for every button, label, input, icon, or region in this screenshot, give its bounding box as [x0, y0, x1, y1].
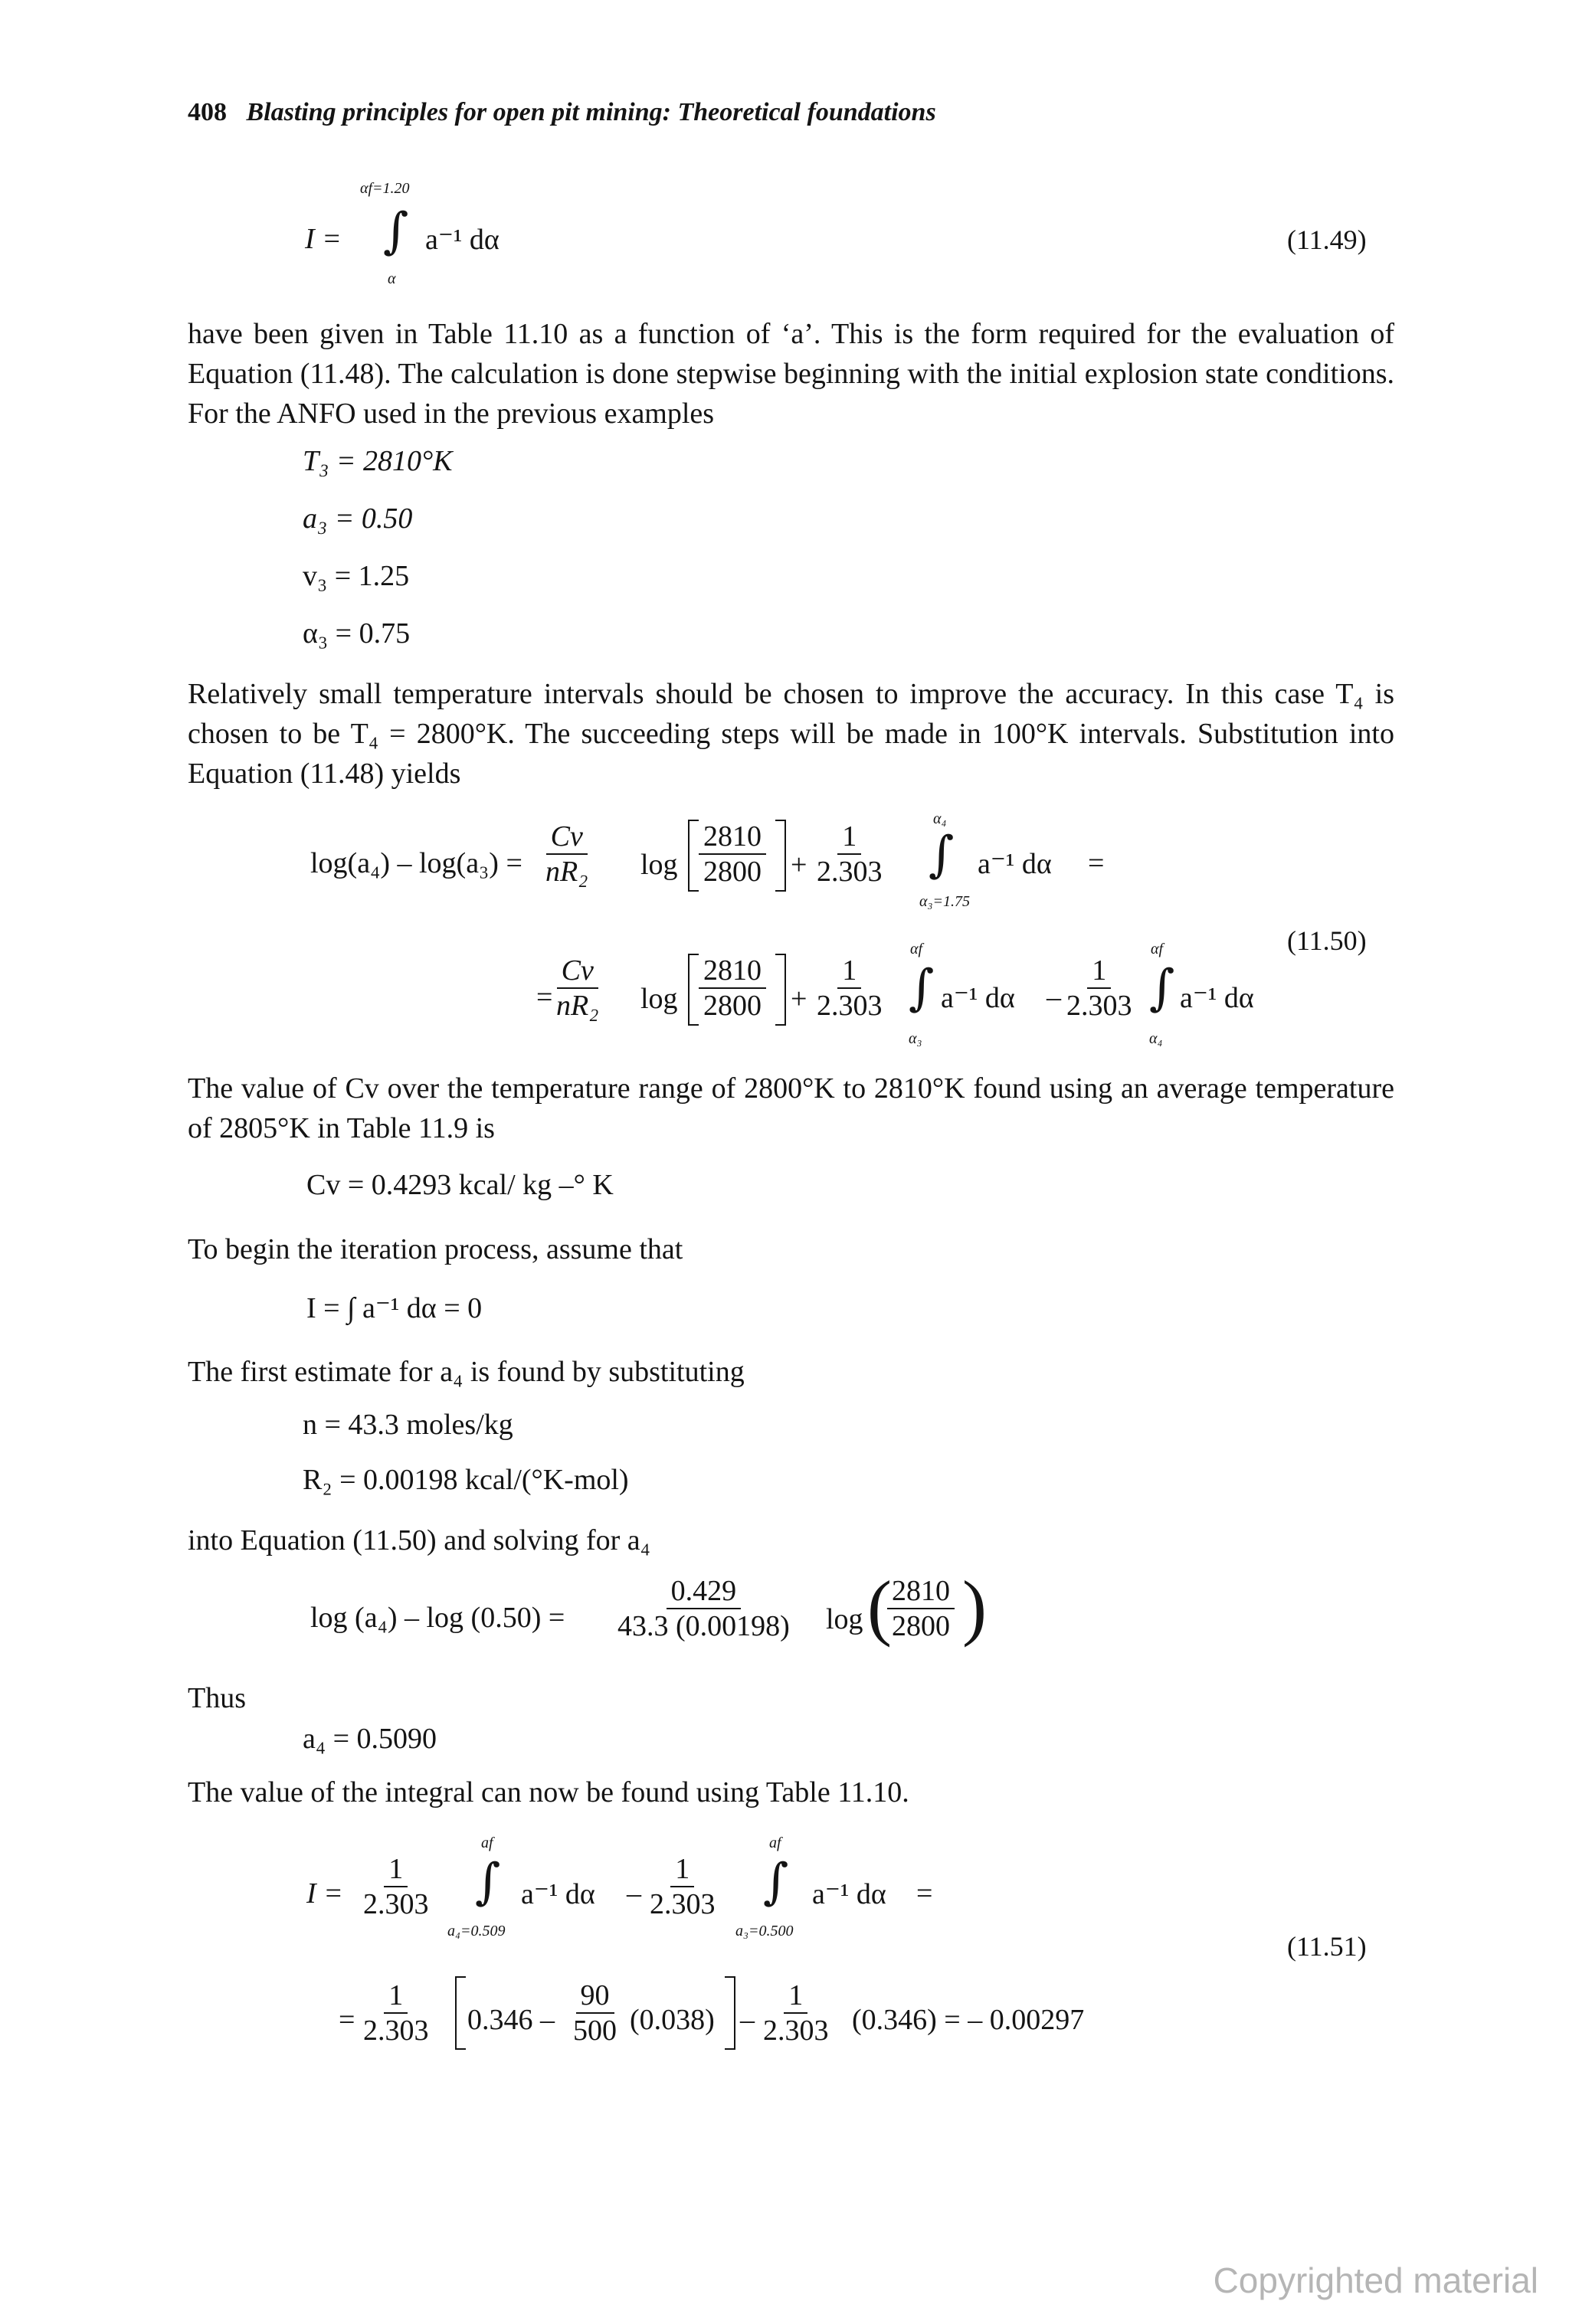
page-number: 408	[188, 98, 227, 126]
equation-number: (11.51)	[1287, 1931, 1367, 1962]
eq-lhs: log(a₄) – log(a₃) =	[310, 847, 522, 879]
running-header	[188, 98, 936, 127]
integrand: a⁻¹ dα	[812, 1878, 886, 1910]
denominator: 2800	[703, 990, 762, 1022]
value-n: n = 43.3 moles/kg	[303, 1409, 513, 1441]
equals-sign: =	[339, 2004, 355, 2036]
denominator: 2.303	[763, 2015, 829, 2047]
fraction-cv-nr2	[552, 954, 603, 1023]
numerator: 90	[576, 1979, 614, 2014]
fraction-temperature	[699, 954, 766, 1023]
numerator: 1	[837, 820, 861, 855]
right-bracket	[775, 954, 786, 1026]
value-a3: a₃ = 0.50	[303, 502, 413, 535]
denominator: 2.303	[817, 856, 883, 888]
left-bracket	[688, 820, 699, 892]
integral-lower-limit: α₄	[1149, 1030, 1163, 1047]
numerator: 2810	[699, 954, 766, 989]
fraction-temperature	[887, 1574, 955, 1643]
result-a4: a₄ = 0.5090	[303, 1723, 437, 1755]
numerator: Cv	[557, 954, 598, 989]
minus-sign: –	[1047, 981, 1061, 1013]
paragraph: The first estimate for a₄ is found by substituting	[188, 1356, 745, 1388]
value-t3: T₃ = 2810°K	[303, 445, 453, 477]
denominator: 500	[573, 2015, 617, 2047]
numerator: 2810	[699, 820, 766, 855]
left-bracket	[455, 1976, 466, 2050]
numerator: 1	[670, 1852, 694, 1887]
value-v3: v₃ = 1.25	[303, 560, 410, 592]
paragraph: To begin the iteration process, assume that	[188, 1233, 683, 1265]
numerator: 1	[784, 1979, 807, 2014]
denominator: 2.303	[363, 1888, 429, 1920]
integral-sign: ∫	[475, 1854, 501, 1910]
log-label: log	[640, 983, 678, 1015]
integral-sign: ∫	[909, 960, 935, 1016]
value-r2: R₂ = 0.00198 kcal/(°K-mol)	[303, 1464, 629, 1496]
paragraph: have been given in Table 11.10 as a function of ‘a’. This is the form required for the evaluation of Equation (11.48). The calculation is done stepwise beginning with the initial explosion state conditions. For the ANFO used in the previous examples	[188, 318, 1394, 430]
fraction-one-over-ln10	[758, 1979, 834, 2047]
paragraph: into Equation (11.50) and solving for a₄	[188, 1524, 650, 1556]
denominator: nR₂	[545, 856, 588, 888]
integrand: a⁻¹ dα	[978, 848, 1052, 880]
assumption-equation: I = ∫ a⁻¹ dα = 0	[306, 1292, 483, 1324]
minus-sign: –	[627, 1877, 641, 1910]
cv-value: Cv = 0.4293 kcal/ kg –° K	[306, 1169, 614, 1201]
copyright-watermark: Copyrighted material	[1213, 2260, 1538, 2300]
fraction-one-over-ln10	[359, 1979, 434, 2047]
numerator: Cv	[546, 820, 588, 855]
minus-sign: –	[740, 2004, 755, 2036]
numerator: 1	[384, 1979, 408, 2014]
numerator: 1	[384, 1852, 408, 1887]
fraction-temperature	[699, 820, 766, 889]
fraction-one-over-ln10	[812, 820, 887, 889]
fraction-one-over-ln10	[645, 1852, 720, 1921]
running-title: Blasting principles for open pit mining: Theoretical foundations	[246, 98, 936, 126]
value-alpha3: α₃ = 0.75	[303, 617, 411, 650]
integral-upper-limit: α₄	[933, 810, 947, 827]
integral-upper-limit: αf=1.20	[360, 180, 410, 197]
paragraph: The value of Cv over the temperature range of 2800°K to 2810°K found using an average temperature of 2805°K in Table 11.9 is	[188, 1072, 1394, 1144]
plus-sign: +	[791, 983, 807, 1015]
fraction-cv-nr2	[541, 820, 592, 889]
log-label: log	[640, 849, 678, 881]
fraction-one-over-ln10	[1062, 954, 1137, 1023]
integral-upper-limit: af	[769, 1835, 781, 1851]
left-bracket	[688, 954, 699, 1026]
denominator: 2800	[703, 856, 762, 888]
eq-lhs: I =	[306, 1877, 343, 1910]
denominator: nR₂	[556, 990, 599, 1022]
integral-sign: ∫	[929, 826, 955, 883]
numerator: 1	[1087, 954, 1111, 989]
integral-lower-limit: α₃=1.75	[919, 893, 970, 910]
fraction-one-over-ln10	[359, 1852, 434, 1921]
denominator: 43.3 (0.00198)	[617, 1610, 790, 1642]
equals-sign: =	[1088, 847, 1105, 879]
denominator: 2.303	[1066, 990, 1132, 1022]
equation-number: (11.49)	[1287, 224, 1367, 255]
denominator: 2.303	[650, 1888, 716, 1920]
integrand: a⁻¹ dα	[1180, 982, 1254, 1014]
right-paren: )	[962, 1566, 987, 1648]
denominator: 2.303	[363, 2015, 429, 2047]
eq-lhs: I =	[305, 223, 342, 255]
bracket-value: (0.038)	[630, 2004, 715, 2036]
integrand: a⁻¹ dα	[521, 1878, 595, 1910]
integral-sign: ∫	[1149, 960, 1175, 1016]
equation-number: (11.50)	[1287, 925, 1367, 956]
integrand: a⁻¹ dα	[425, 224, 500, 256]
right-bracket	[725, 1976, 735, 2050]
integrand: a⁻¹ dα	[941, 982, 1015, 1014]
integral-sign: ∫	[763, 1854, 789, 1910]
equals-sign: =	[916, 1877, 933, 1910]
numerator: 2810	[887, 1574, 955, 1609]
integral-sign: ∫	[383, 203, 409, 260]
bracket-value: 0.346 –	[467, 2004, 555, 2036]
plus-sign: +	[791, 849, 807, 881]
integral-lower-limit: α₃	[909, 1030, 922, 1047]
log-label: log	[826, 1603, 863, 1635]
numerator: 0.429	[667, 1574, 742, 1609]
numerator: 1	[837, 954, 861, 989]
right-bracket	[775, 820, 786, 892]
eq-lhs: log (a₄) – log (0.50) =	[310, 1602, 565, 1634]
equals-sign: =	[536, 981, 553, 1013]
left-paren: (	[867, 1566, 892, 1648]
integral-lower-limit: a₃=0.500	[735, 1923, 794, 1939]
fraction-one-over-ln10	[812, 954, 887, 1023]
integral-upper-limit: αf	[1151, 941, 1164, 957]
denominator: 2.303	[817, 990, 883, 1022]
result-value: (0.346) = – 0.00297	[852, 2004, 1085, 2036]
paragraph: The value of the integral can now be found using Table 11.10.	[188, 1776, 909, 1808]
fraction-coefficient	[613, 1574, 794, 1643]
integral-lower-limit: α	[388, 270, 396, 287]
fraction-ninety-over-five-hundred	[568, 1979, 621, 2047]
paragraph: Thus	[188, 1682, 246, 1714]
paragraph: Relatively small temperature intervals should be chosen to improve the accuracy. In this case T₄ is chosen to be T₄ = 2800°K. The succeeding steps will be made in 100°K intervals. Substitution into Equation (11.48) yields	[188, 678, 1394, 790]
integral-upper-limit: af	[481, 1835, 493, 1851]
denominator: 2800	[892, 1610, 950, 1642]
integral-lower-limit: a₄=0.509	[447, 1923, 506, 1939]
integral-upper-limit: αf	[910, 941, 923, 957]
